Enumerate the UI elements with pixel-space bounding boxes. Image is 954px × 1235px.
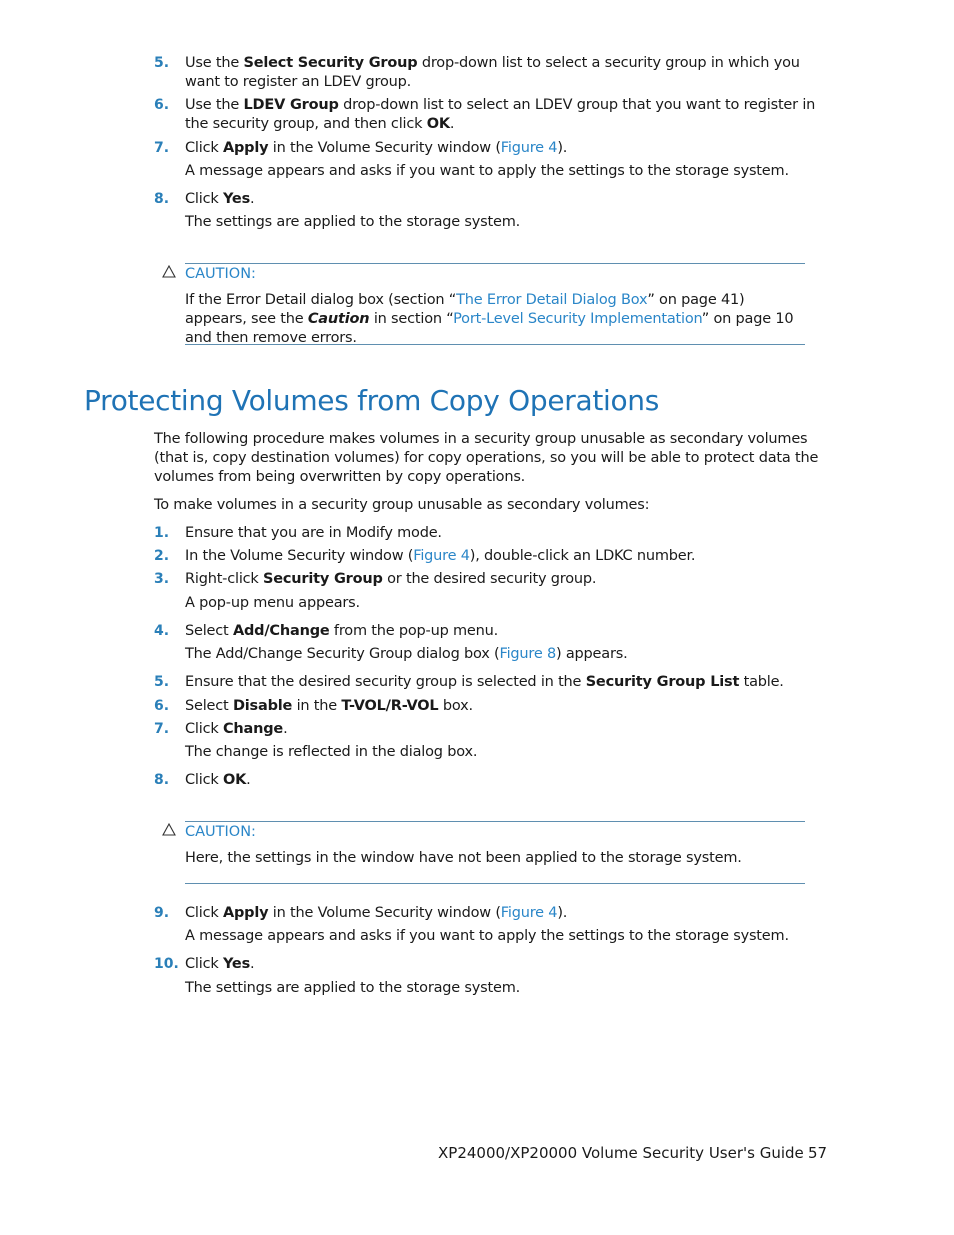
step-text: Right-click Security Group or the desired security group. <box>185 571 597 587</box>
step-number: 8. <box>154 191 170 207</box>
step-note: The settings are applied to the storage system. <box>185 980 521 996</box>
step-number: 6. <box>154 698 170 714</box>
step-number: 3. <box>154 571 170 587</box>
caution-icon <box>162 823 176 837</box>
section-link[interactable]: The Error Detail Dialog Box <box>456 292 648 308</box>
step-text: Click OK. <box>185 772 251 788</box>
step-text: Click Change. <box>185 721 288 737</box>
step-text: Select Disable in the T-VOL/R-VOL box. <box>185 698 473 714</box>
figure-link[interactable]: Figure 4 <box>500 140 558 156</box>
page-number: 57 <box>808 1144 828 1162</box>
step-text: Click Apply in the Volume Security window (Figure 4). <box>185 905 568 921</box>
step-number: 5. <box>154 55 170 71</box>
step-number: 7. <box>154 721 170 737</box>
step-text: Use the LDEV Group drop-down list to select an LDEV group that you want to register in the security group, and then click OK. <box>185 97 816 132</box>
caution-text: Here, the settings in the window have not been applied to the storage system. <box>185 850 742 866</box>
step-note: A pop-up menu appears. <box>185 595 360 611</box>
intro-paragraph-2: To make volumes in a security group unusable as secondary volumes: <box>154 497 650 513</box>
step-note: The change is reflected in the dialog box. <box>185 744 478 760</box>
step-note: A message appears and asks if you want to apply the settings to the storage system. <box>185 163 789 179</box>
step-number: 7. <box>154 140 170 156</box>
step-text: Click Yes. <box>185 191 255 207</box>
figure-link[interactable]: Figure 4 <box>413 548 470 564</box>
step-number: 9. <box>154 905 170 921</box>
step-number: 6. <box>154 97 170 113</box>
step-text: Click Apply in the Volume Security window (Figure 4). <box>185 140 568 156</box>
intro-paragraph: The following procedure makes volumes in a security group unusable as secondary volumes (that is, copy destination volumes) for copy operations, so you will be able to protect data the volumes from being overwritten by copy operations. <box>154 431 819 485</box>
section-link[interactable]: Port-Level Security Implementation <box>453 311 702 327</box>
step-note: The settings are applied to the storage system. <box>185 214 521 230</box>
step-text: In the Volume Security window (Figure 4), double-click an LDKC number. <box>185 548 696 564</box>
footer-title: XP24000/XP20000 Volume Security User's Guide <box>438 1144 804 1162</box>
step-text: Select Add/Change from the pop-up menu. <box>185 623 499 639</box>
step-text: Click Yes. <box>185 956 255 972</box>
caution-rule-bottom <box>185 344 805 345</box>
step-number: 1. <box>154 525 170 541</box>
step-number: 2. <box>154 548 170 564</box>
caution-label: CAUTION: <box>185 824 256 840</box>
step-number: 4. <box>154 623 170 639</box>
caution-rule-top <box>185 263 805 264</box>
caution-rule-top <box>185 821 805 822</box>
step-number: 8. <box>154 772 170 788</box>
step-number: 5. <box>154 674 170 690</box>
step-number: 10. <box>154 956 179 972</box>
step-text: Ensure that you are in Modify mode. <box>185 525 442 541</box>
figure-link[interactable]: Figure 4 <box>500 905 558 921</box>
figure-link[interactable]: Figure 8 <box>499 646 556 662</box>
step-note: A message appears and asks if you want to apply the settings to the storage system. <box>185 928 789 944</box>
section-heading: Protecting Volumes from Copy Operations <box>84 384 660 417</box>
step-text: Use the Select Security Group drop-down list to select a security group in which you want to register an LDEV group. <box>185 55 800 90</box>
caution-text: If the Error Detail dialog box (section “The Error Detail Dialog Box” on page 41) appears, see the Caution in section “Port-Level Security Implementation” on page 10 and then remove errors. <box>185 292 794 346</box>
step-note: The Add/Change Security Group dialog box (Figure 8) appears. <box>185 646 628 662</box>
step-text: Ensure that the desired security group is selected in the Security Group List table. <box>185 674 784 690</box>
caution-label: CAUTION: <box>185 266 256 282</box>
caution-icon <box>162 265 176 279</box>
caution-rule-bottom <box>185 883 805 884</box>
